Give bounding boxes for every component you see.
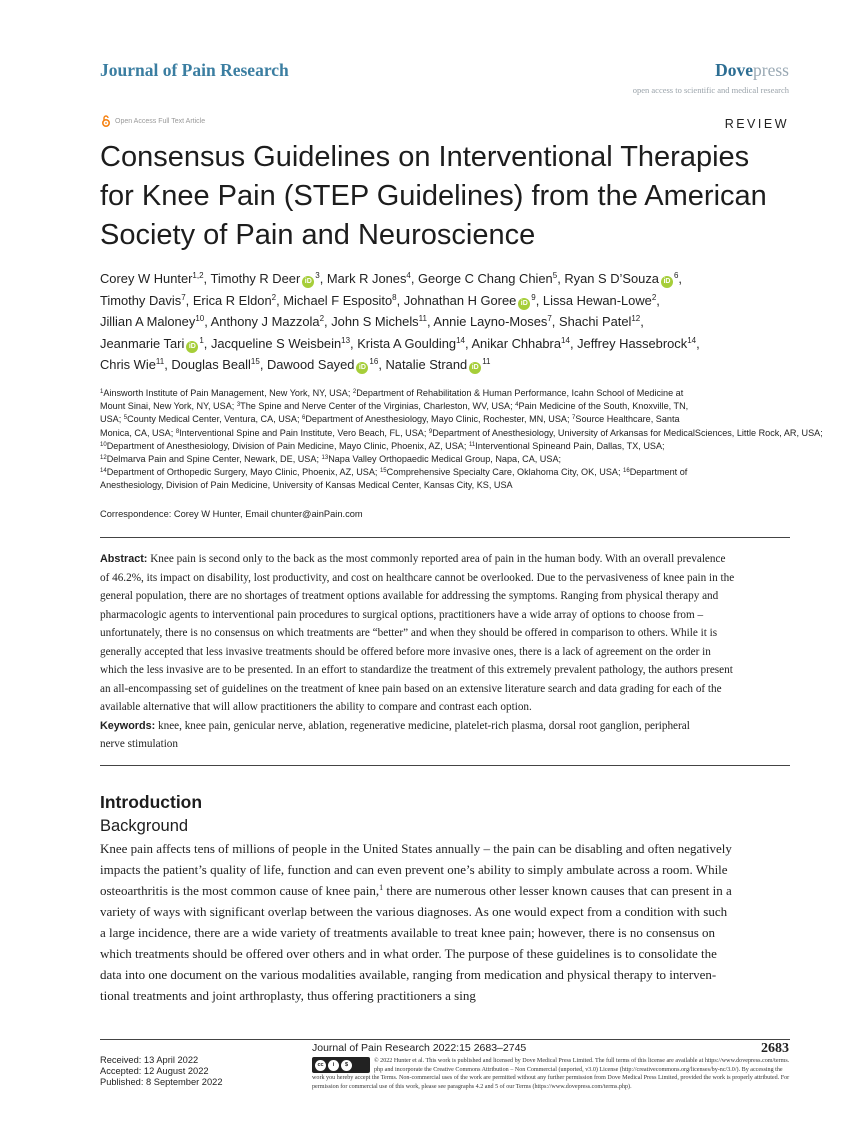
- body-line: which treatments should be offered over others and in what order. The purpose of these guidelines is to consolidate the: [100, 946, 717, 961]
- affiliation-text: Mount Sinai, New York, NY, USA;: [100, 401, 237, 412]
- author-name: Timothy R Deer: [210, 271, 301, 286]
- page-number: 2683: [761, 1041, 789, 1056]
- author-name: Dawood Sayed: [266, 357, 355, 372]
- author-name: Jacqueline S Weisbein: [210, 335, 342, 351]
- body-text-segment: osteoarthritis is the most common cause of knee pain,: [100, 883, 380, 898]
- publisher-name-dove: Dove: [715, 60, 754, 80]
- author-name: Michael F Esposito: [283, 292, 393, 308]
- affiliation-ref: 12: [631, 314, 641, 323]
- journal-name: Journal of Pain Research: [100, 60, 289, 80]
- affiliation-ref: 6: [673, 271, 679, 280]
- title-line: for Knee Pain (STEP Guidelines) from the American: [100, 180, 767, 212]
- abstract-line: available alternative that will allow practitioners the ability to compare and contrast each option.: [100, 701, 532, 713]
- affiliation-text: Department of Anesthesiology, University of Arkansas for Medical: [432, 427, 695, 438]
- author-list: [100, 268, 800, 376]
- affiliation-number: 3: [236, 402, 241, 409]
- author: [331, 314, 427, 329]
- author-name: Timothy Davis: [100, 292, 182, 308]
- affiliation-number: 15: [379, 468, 387, 475]
- author-name: Annie Layno-Moses: [433, 314, 548, 329]
- orcid-icon[interactable]: iD: [186, 341, 198, 353]
- author: [100, 336, 204, 351]
- affiliation-text: County Medical Center, Ventura, CA, USA;: [127, 414, 302, 425]
- affiliation-text: Department of: [629, 467, 688, 478]
- journal-citation: Journal of Pain Research 2022:15 2683–2745: [312, 1042, 527, 1054]
- affiliation-ref: 1: [199, 335, 204, 345]
- keywords-line: nerve stimulation: [100, 738, 178, 750]
- author: [386, 357, 491, 372]
- affiliation-ref: 1,2: [192, 271, 204, 280]
- affiliation-number: 14: [100, 468, 107, 475]
- author-name: John S Michels: [331, 314, 419, 329]
- title-line: Consensus Guidelines on Interventional Therapies: [100, 141, 750, 173]
- affiliation-text: Monica, CA, USA;: [100, 427, 176, 438]
- author-name: Natalie Strand: [385, 357, 468, 372]
- affiliation-ref: 11: [482, 357, 491, 366]
- body-line: impacts the patient’s quality of life, function and can even prevent one’s ability to simply ambulate across a room. While: [100, 862, 728, 877]
- orcid-icon[interactable]: iD: [356, 362, 368, 374]
- affiliation-text: Comprehensive Specialty Care, Oklahoma City, OK, USA;: [386, 467, 623, 478]
- affiliation-ref: 2: [319, 314, 325, 323]
- abstract-text: Knee pain is second only to the back as the most commonly reported area of pain in the human body. With an overall prevalence: [147, 553, 726, 565]
- abstract-label: Abstract:: [100, 553, 148, 565]
- body-line: data into one document on the various modalities available, ranging from medication and physical therapy to interven-: [100, 967, 717, 982]
- affiliation-number: 5: [123, 415, 128, 422]
- abstract-line: unfortunately, there is no consensus on which treatments are “better” and when they should be offered in comparison to others. While it is: [100, 627, 718, 639]
- subsection-heading-background: Background: [100, 817, 189, 835]
- cc-glyph: cc: [315, 1060, 326, 1071]
- author: [100, 271, 204, 286]
- by-glyph: i: [328, 1060, 339, 1071]
- affiliation-text: The Spine and Nerve Center of the Virginias, Charleston, WV, USA;: [240, 401, 516, 412]
- affiliation-number: 6: [302, 415, 306, 422]
- affiliation-number: 13: [321, 455, 329, 462]
- divider: [100, 765, 790, 766]
- affiliation-number: 11: [468, 441, 476, 448]
- accepted-date: Accepted: 12 August 2022: [100, 1066, 209, 1076]
- affiliation-number: 8: [175, 428, 180, 435]
- affiliation-ref: 9: [531, 292, 536, 302]
- affiliation-text: Source Healthcare, Santa: [575, 414, 680, 425]
- author-name: Jeanmarie Tari: [100, 335, 185, 351]
- orcid-icon[interactable]: iD: [469, 362, 481, 374]
- affiliation-line: [100, 466, 790, 479]
- author: [283, 293, 396, 308]
- author-name: Erica R Eldon: [192, 292, 272, 308]
- affiliation-line: [100, 479, 790, 492]
- affiliations: [100, 387, 823, 493]
- body-line: variety of ways with significant overlap between the various diagnoses. As one would expect from a condition with such: [100, 904, 728, 919]
- affiliation-text: Delmarva Pain and Spine Center, Newark, DE, USA;: [106, 454, 322, 465]
- correspondence: Correspondence: Corey W Hunter, Email chunter@ainPain.com: [100, 509, 363, 519]
- affiliation-line: [100, 453, 790, 466]
- abstract-line: pharmacologic agents to interventional pain procedures to surgical options, practitioners have a wide array of options to choose from –: [100, 608, 704, 621]
- affiliation-ref: 3: [315, 271, 320, 280]
- affiliation-ref: 7: [547, 314, 552, 323]
- affiliation-text: Interventional Spine and Pain Institute, Vero Beach, FL, USA;: [179, 427, 429, 438]
- author-name: Shachi Patel: [558, 314, 632, 329]
- author-line: Jillian A Maloney$^{10}$, Anthony J Mazzola$^2$, John S Michels$^{11}$, Annie Layno-Moses$^7$, Shachi Patel$^{12}$,: [100, 314, 644, 329]
- affiliation-ref: 14: [561, 335, 570, 345]
- license-line: permission for commercial use of this work, please see paragraphs 4.2 and 5 of our Terms (https://www.dovepress.com/terms.php).: [312, 1083, 632, 1090]
- author: [210, 271, 319, 286]
- abstract-line: [100, 550, 790, 569]
- author-name: Johnathan H Goree: [403, 292, 517, 308]
- published-date: Published: 8 September 2022: [100, 1077, 223, 1087]
- affiliation-ref: 15: [250, 357, 260, 366]
- abstract-line: which the less invasive are to be presented. In an effort to standardize the treatment of this extremely prevalent pathology, the authors present: [100, 664, 733, 676]
- affiliation-text: Napa Valley Orthopaedic Medical Group, Napa, CA, USA;: [328, 454, 562, 465]
- author-line: Chris Wie$^{11}$, Douglas Beall$^{15}$, Dawood Sayed $iD^{16}$, Natalie Strand $iD^{11}$: [100, 357, 491, 372]
- author-name: Jillian A Maloney: [100, 314, 196, 329]
- footer-divider: [100, 1039, 790, 1040]
- affiliation-ref: 2: [651, 292, 657, 302]
- keywords-text: knee, knee pain, genicular nerve, ablation, regenerative medicine, platelet-rich plasma, dorsal root ganglion, peripheral: [155, 719, 690, 732]
- author: [267, 357, 378, 372]
- author: [433, 314, 551, 329]
- body-text: [100, 838, 790, 1006]
- keywords-line: [100, 717, 790, 736]
- received-date: Received: 13 April 2022: [100, 1055, 199, 1065]
- author: [100, 293, 186, 308]
- affiliation-text: Department of Orthopedic Surgery, Mayo Clinic, Phoenix, AZ, USA;: [106, 467, 380, 478]
- author-name: Douglas Beall: [171, 357, 251, 372]
- author-line: Corey W Hunter$^{1,2}$, Timothy R Deer $iD^3$, Mark R Jones$^4$, George C Chang Chien$^5$, Ryan S D’Souza $iD^6$,: [100, 271, 682, 286]
- affiliation-number: 2: [352, 389, 357, 395]
- author-name: Corey W Hunter: [100, 271, 193, 286]
- affiliation-ref: 16: [369, 357, 379, 366]
- license-line: work you hereby accept the Terms. Non-commercial uses of the work are permitted without any further permission from Dove Medical Press Limited, provided the work is properly attributed. For: [312, 1075, 790, 1081]
- author: [100, 314, 204, 329]
- affiliation-text: and Pain, Dallas, TX, USA;: [555, 440, 665, 451]
- orcid-icon[interactable]: iD: [518, 298, 530, 310]
- author: [577, 336, 696, 351]
- affiliation-number: 10: [100, 441, 107, 448]
- abstract-line: of 46.2%, its impact on disability, lost productivity, and cost on healthcare cannot be overlooked. Due to the pervasiveness of knee pain in the: [100, 571, 735, 584]
- author-name: Lissa Hewan-Lowe: [542, 292, 652, 308]
- author: [404, 293, 536, 308]
- affiliation-text: Department of Anesthesiology, Mayo Clinic, Rochester, MN, USA;: [305, 414, 573, 425]
- author: [564, 271, 678, 286]
- author: [559, 314, 640, 329]
- author-name: George C Chang Chien: [418, 271, 553, 286]
- author: [100, 357, 164, 372]
- affiliation-ref: 4: [406, 271, 411, 280]
- orcid-icon[interactable]: iD: [302, 276, 314, 288]
- keywords-label: Keywords:: [100, 719, 156, 732]
- body-text-segment: there are numerous other lesser known causes that can present in a: [383, 883, 732, 898]
- author-line: Jeanmarie Tari $iD^1$, Jacqueline S Weisbein$^{13}$, Krista A Goulding$^{14}$, Anikar Chhabra$^{14}$, Jeffrey Hassebrock$^{14}$,: [100, 335, 700, 351]
- affiliation-number: 4: [515, 402, 519, 409]
- affiliation-text: Sciences, Little Rock, AR, USA;: [694, 427, 823, 438]
- open-access-icon: [101, 115, 111, 127]
- section-heading-introduction: Introduction: [100, 792, 203, 812]
- affiliation-text: Pain Medicine of the South, Knoxville, TN,: [518, 401, 689, 412]
- author-name: Ryan S D’Souza: [564, 271, 659, 286]
- citation-ref[interactable]: 1: [379, 883, 384, 892]
- affiliation-line: [100, 440, 790, 453]
- author: [418, 271, 557, 286]
- nc-glyph: $: [341, 1060, 352, 1071]
- article-type: REVIEW: [724, 117, 789, 131]
- body-line: tional treatments and joint arthroplasty, thus offering practitioners a sing: [100, 988, 476, 1003]
- author-name: Anikar Chhabra: [471, 335, 562, 351]
- body-line: a large incidence, there are a wide variety of treatments available to treat knee pain; however, there is no consensus on: [100, 925, 716, 940]
- article-title: [100, 138, 800, 255]
- affiliation-number: 9: [428, 428, 433, 435]
- affiliation-number: 7: [572, 415, 576, 422]
- author-name: Chris Wie: [100, 357, 156, 372]
- divider: [100, 537, 790, 538]
- publisher-logo: [715, 60, 789, 81]
- author-name: Jeffrey Hassebrock: [577, 335, 688, 351]
- affiliation-text: Department of Rehabilitation & Human Performance, Icahn School of Medicine at: [356, 388, 684, 398]
- affiliation-number: 16: [623, 468, 630, 475]
- author: [471, 336, 569, 351]
- publication-dates: [100, 1055, 223, 1088]
- author: [543, 293, 656, 308]
- open-access-label: Open Access Full Text Article: [115, 117, 206, 125]
- affiliation-ref: 11: [418, 314, 427, 323]
- author-name: Mark R Jones: [326, 271, 407, 286]
- affiliation-ref: 8: [392, 292, 397, 302]
- open-access-badge: [101, 115, 205, 127]
- affiliation-line: [100, 427, 823, 440]
- affiliation-ref: 11: [155, 357, 165, 366]
- affiliation-line: [100, 387, 790, 400]
- author: [211, 314, 324, 329]
- body-line: Knee pain affects tens of millions of people in the United States annually – the pain can be disabling and often negatively: [100, 841, 732, 856]
- affiliation-ref: 5: [552, 271, 558, 280]
- license-text: [312, 1057, 790, 1091]
- publisher-tagline: open access to scientific and medical research: [632, 85, 789, 95]
- affiliation-ref: 13: [341, 335, 351, 345]
- affiliation-number: 1: [100, 389, 104, 395]
- abstract-line: an all-encompassing set of guidelines on the treatment of knee pain based on an extensive literature search and data grading for each of the: [100, 682, 722, 695]
- author: [171, 357, 259, 372]
- affiliation-ref: 14: [456, 335, 465, 345]
- affiliation-text: USA;: [100, 414, 124, 425]
- affiliation-text: Department of Anesthesiology, Division of Pain Medicine, Mayo Clinic, Phoenix, AZ, USA;: [106, 440, 469, 451]
- author: [193, 293, 276, 308]
- orcid-icon[interactable]: iD: [661, 276, 673, 288]
- affiliation-text: Interventional Spine: [475, 440, 556, 451]
- author: [211, 336, 350, 351]
- abstract-line: general population, there are no shortages of treatment options available for addressing the symptoms. Ranging from physical therapy and: [100, 590, 719, 602]
- affiliation-line: [100, 400, 790, 413]
- author-line: Timothy Davis$^7$, Erica R Eldon$^2$, Michael F Esposito$^8$, Johnathan H Goree $iD^9$, Lissa Hewan-Lowe$^2$,: [100, 292, 660, 308]
- affiliation-ref: 14: [687, 335, 697, 345]
- body-line: [100, 880, 790, 901]
- abstract-line: generally accepted that less invasive treatments should be offered before more invasive ones, there is a lack of agreement on the order in: [100, 645, 711, 658]
- affiliation-ref: 2: [271, 292, 277, 302]
- abstract: [100, 550, 790, 754]
- author-name: Anthony J Mazzola: [210, 314, 320, 329]
- author: [357, 336, 465, 351]
- affiliation-text: Ainsworth Institute of Pain Management, New York, NY, USA;: [103, 388, 353, 398]
- affiliation-ref: 7: [181, 292, 186, 302]
- title-line: Society of Pain and Neuroscience: [100, 219, 536, 251]
- affiliation-line: [100, 413, 790, 426]
- license-line: php and incorporate the Creative Commons Attribution – Non Commercial (unported, v3.0) License (http://creativecommons.org/licenses/by-nc/3.0/). By accessing the: [374, 1066, 783, 1073]
- publisher-name-press: press: [753, 60, 789, 80]
- affiliation-number: 12: [100, 455, 107, 462]
- license-line: © 2022 Hunter et al. This work is published and licensed by Dove Medical Press Limited. The full terms of this license are available at https://www.dovepress.com/terms.: [374, 1058, 790, 1064]
- author: [327, 271, 411, 286]
- author-name: Krista A Goulding: [357, 335, 457, 351]
- affiliation-text: Anesthesiology, Division of Pain Medicine, University of Kansas Medical Center, Kansas City, KS, USA: [100, 480, 513, 491]
- affiliation-ref: 10: [195, 314, 205, 323]
